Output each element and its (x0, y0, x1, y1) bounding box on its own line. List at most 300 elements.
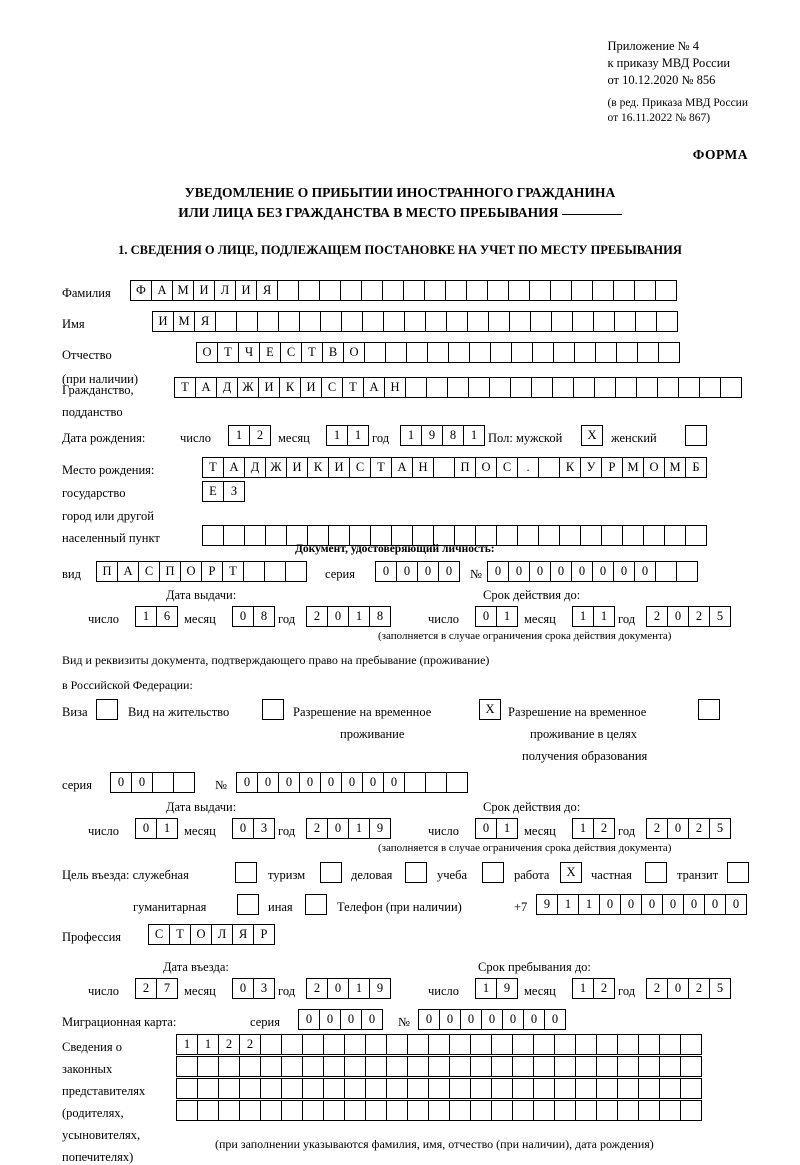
cell[interactable] (531, 377, 553, 398)
cell[interactable] (319, 280, 341, 301)
cell[interactable] (278, 311, 300, 332)
cell[interactable] (596, 1034, 618, 1055)
checkbox-temp-residence[interactable]: X (479, 699, 501, 720)
cell[interactable] (634, 280, 656, 301)
cell[interactable]: 0 (502, 1009, 524, 1030)
checkbox-purpose-service[interactable] (235, 862, 257, 883)
cell[interactable]: 0 (571, 561, 593, 582)
field-birth-day[interactable] (228, 425, 271, 446)
cell[interactable] (659, 1078, 681, 1099)
cell[interactable] (509, 311, 531, 332)
cell[interactable] (470, 1034, 492, 1055)
cell[interactable] (551, 311, 573, 332)
cell[interactable]: 0 (460, 1009, 482, 1030)
cell[interactable]: 2 (218, 1034, 240, 1055)
cell[interactable]: Я (256, 280, 278, 301)
field-permit-issue-day[interactable] (135, 818, 178, 839)
field-profession[interactable] (148, 924, 275, 945)
cell[interactable]: Т (169, 924, 191, 945)
cell[interactable] (614, 311, 636, 332)
cell[interactable]: 1 (348, 818, 370, 839)
field-doc-kind[interactable] (96, 561, 307, 582)
field-permit-issue-month[interactable] (232, 818, 275, 839)
cell[interactable]: 2 (239, 1034, 261, 1055)
cell[interactable]: 7 (156, 978, 178, 999)
field-citizenship[interactable] (174, 377, 742, 398)
cell[interactable]: 1 (578, 894, 600, 915)
cell[interactable]: 1 (572, 978, 594, 999)
cell[interactable]: 3 (253, 978, 275, 999)
cell[interactable] (407, 1078, 429, 1099)
cell[interactable]: 1 (197, 1034, 219, 1055)
field-permit-series[interactable] (110, 772, 195, 793)
cell[interactable] (517, 525, 539, 546)
cell[interactable]: Р (201, 561, 223, 582)
cell[interactable] (323, 1034, 345, 1055)
checkbox-purpose-private[interactable] (645, 862, 667, 883)
cell[interactable] (407, 1056, 429, 1077)
cell[interactable] (680, 1100, 702, 1121)
cell[interactable]: К (307, 457, 329, 478)
cell[interactable] (449, 1056, 471, 1077)
cell[interactable] (257, 311, 279, 332)
cell[interactable]: 6 (156, 606, 178, 627)
cell[interactable] (594, 377, 616, 398)
field-permit-valid-day[interactable] (475, 818, 518, 839)
cell[interactable] (658, 342, 680, 363)
cell[interactable] (659, 1034, 681, 1055)
cell[interactable]: 0 (529, 561, 551, 582)
cell[interactable] (470, 1078, 492, 1099)
cell[interactable] (281, 1056, 303, 1077)
cell[interactable]: 2 (688, 978, 710, 999)
cell[interactable]: 2 (688, 606, 710, 627)
cell[interactable] (533, 1056, 555, 1077)
cell[interactable]: 0 (340, 1009, 362, 1030)
cell[interactable] (659, 1100, 681, 1121)
cell[interactable]: 2 (593, 978, 615, 999)
cell[interactable] (533, 1100, 555, 1121)
cell[interactable]: 0 (599, 894, 621, 915)
cell[interactable] (176, 1056, 198, 1077)
field-entry-day[interactable] (135, 978, 178, 999)
cell[interactable]: Я (232, 924, 254, 945)
cell[interactable] (365, 1056, 387, 1077)
cell[interactable] (532, 342, 554, 363)
cell[interactable] (281, 1034, 303, 1055)
cell[interactable] (617, 1056, 639, 1077)
cell[interactable]: С (148, 924, 170, 945)
cell[interactable] (362, 311, 384, 332)
cell[interactable]: 0 (135, 818, 157, 839)
cell[interactable]: О (475, 457, 497, 478)
cell[interactable]: Н (412, 457, 434, 478)
cell[interactable] (678, 377, 700, 398)
cell[interactable]: 0 (418, 1009, 440, 1030)
cell[interactable]: 1 (557, 894, 579, 915)
cell[interactable]: И (300, 377, 322, 398)
cell[interactable]: 0 (544, 1009, 566, 1030)
cell[interactable]: 1 (496, 818, 518, 839)
cell[interactable]: 9 (369, 818, 391, 839)
cell[interactable]: М (622, 457, 644, 478)
cell[interactable]: 1 (475, 978, 497, 999)
cell[interactable]: К (559, 457, 581, 478)
cell[interactable] (637, 342, 659, 363)
cell[interactable]: 5 (709, 818, 731, 839)
cell[interactable] (575, 1078, 597, 1099)
checkbox-residence-permit[interactable] (262, 699, 284, 720)
cell[interactable] (344, 1100, 366, 1121)
cell[interactable] (197, 1100, 219, 1121)
checkbox-visa[interactable] (96, 699, 118, 720)
cell[interactable]: 0 (396, 561, 418, 582)
cell[interactable] (470, 1056, 492, 1077)
cell[interactable]: Т (301, 342, 323, 363)
cell[interactable]: И (152, 311, 174, 332)
cell[interactable] (260, 1078, 282, 1099)
cell[interactable] (236, 311, 258, 332)
field-permit-valid-month[interactable] (572, 818, 615, 839)
cell[interactable]: О (180, 561, 202, 582)
cell[interactable]: 1 (572, 606, 594, 627)
cell[interactable]: Л (214, 280, 236, 301)
cell[interactable] (720, 377, 742, 398)
cell[interactable]: И (258, 377, 280, 398)
field-stay-month[interactable] (572, 978, 615, 999)
cell[interactable] (533, 1078, 555, 1099)
cell[interactable] (643, 525, 665, 546)
field-entry-year[interactable] (306, 978, 391, 999)
cell[interactable] (361, 280, 383, 301)
cell[interactable]: 1 (463, 425, 485, 446)
field-migration-number[interactable] (418, 1009, 566, 1030)
cell[interactable] (428, 1056, 450, 1077)
cell[interactable]: М (173, 311, 195, 332)
cell[interactable]: 0 (131, 772, 153, 793)
cell[interactable] (554, 1056, 576, 1077)
cell[interactable]: 0 (683, 894, 705, 915)
field-entry-month[interactable] (232, 978, 275, 999)
field-doc-valid-day[interactable] (475, 606, 518, 627)
cell[interactable] (173, 772, 195, 793)
cell[interactable]: Ж (265, 457, 287, 478)
cell[interactable] (427, 342, 449, 363)
cell[interactable] (636, 377, 658, 398)
cell[interactable]: 1 (496, 606, 518, 627)
cell[interactable]: 0 (362, 772, 384, 793)
cell[interactable]: 0 (508, 561, 530, 582)
cell[interactable] (365, 1034, 387, 1055)
cell[interactable]: О (190, 924, 212, 945)
checkbox-purpose-other[interactable] (305, 894, 327, 915)
field-legal-rep-line-2[interactable] (176, 1056, 702, 1077)
cell[interactable]: 0 (327, 978, 349, 999)
cell[interactable] (655, 561, 677, 582)
cell[interactable] (574, 342, 596, 363)
cell[interactable] (386, 1078, 408, 1099)
cell[interactable] (530, 311, 552, 332)
cell[interactable] (685, 525, 707, 546)
cell[interactable]: А (223, 457, 245, 478)
cell[interactable]: 1 (572, 818, 594, 839)
field-phone[interactable] (536, 894, 747, 915)
cell[interactable] (491, 1100, 513, 1121)
cell[interactable] (467, 311, 489, 332)
cell[interactable]: 9 (369, 978, 391, 999)
cell[interactable] (580, 525, 602, 546)
cell[interactable] (680, 1078, 702, 1099)
cell[interactable]: 0 (592, 561, 614, 582)
cell[interactable]: 9 (496, 978, 518, 999)
field-doc-valid-year[interactable] (646, 606, 731, 627)
cell[interactable]: 0 (327, 818, 349, 839)
field-doc-issue-day[interactable] (135, 606, 178, 627)
cell[interactable] (491, 1056, 513, 1077)
cell[interactable]: 8 (442, 425, 464, 446)
cell[interactable] (490, 342, 512, 363)
cell[interactable]: М (172, 280, 194, 301)
cell[interactable] (617, 1034, 639, 1055)
cell[interactable]: А (391, 457, 413, 478)
cell[interactable] (489, 377, 511, 398)
field-patronymic[interactable] (196, 342, 680, 363)
cell[interactable]: А (195, 377, 217, 398)
cell[interactable] (596, 1056, 618, 1077)
cell[interactable] (446, 311, 468, 332)
cell[interactable]: И (286, 457, 308, 478)
cell[interactable] (302, 1100, 324, 1121)
cell[interactable] (260, 1056, 282, 1077)
cell[interactable]: 0 (667, 818, 689, 839)
cell[interactable] (554, 1034, 576, 1055)
cell[interactable]: К (279, 377, 301, 398)
cell[interactable]: Т (202, 457, 224, 478)
cell[interactable] (404, 772, 426, 793)
cell[interactable] (699, 377, 721, 398)
cell[interactable]: 8 (369, 606, 391, 627)
cell[interactable] (592, 280, 614, 301)
cell[interactable] (622, 525, 644, 546)
cell[interactable] (302, 1056, 324, 1077)
checkbox-purpose-business[interactable] (405, 862, 427, 883)
cell[interactable]: 2 (646, 606, 668, 627)
cell[interactable]: 0 (278, 772, 300, 793)
cell[interactable] (510, 377, 532, 398)
cell[interactable]: 0 (232, 606, 254, 627)
cell[interactable]: И (193, 280, 215, 301)
cell[interactable] (615, 377, 637, 398)
cell[interactable]: Е (259, 342, 281, 363)
cell[interactable]: 0 (341, 772, 363, 793)
cell[interactable]: 0 (110, 772, 132, 793)
cell[interactable] (239, 1078, 261, 1099)
cell[interactable]: 2 (306, 978, 328, 999)
cell[interactable] (197, 1056, 219, 1077)
cell[interactable] (386, 1034, 408, 1055)
cell[interactable] (405, 377, 427, 398)
cell[interactable] (383, 311, 405, 332)
cell[interactable]: Т (370, 457, 392, 478)
cell[interactable] (575, 1034, 597, 1055)
cell[interactable]: 8 (253, 606, 275, 627)
cell[interactable] (239, 1056, 261, 1077)
cell[interactable] (613, 280, 635, 301)
cell[interactable] (446, 772, 468, 793)
cell[interactable]: Р (601, 457, 623, 478)
cell[interactable]: 0 (667, 606, 689, 627)
cell[interactable] (365, 1100, 387, 1121)
cell[interactable] (323, 1100, 345, 1121)
cell[interactable]: 2 (688, 818, 710, 839)
checkbox-purpose-tourism[interactable] (320, 862, 342, 883)
cell[interactable]: 1 (156, 818, 178, 839)
cell[interactable] (323, 1078, 345, 1099)
checkbox-purpose-work[interactable]: X (560, 862, 582, 883)
cell[interactable]: Д (244, 457, 266, 478)
cell[interactable] (197, 1078, 219, 1099)
cell[interactable]: Р (253, 924, 275, 945)
cell[interactable]: У (580, 457, 602, 478)
cell[interactable] (426, 377, 448, 398)
cell[interactable] (447, 377, 469, 398)
cell[interactable]: Л (211, 924, 233, 945)
cell[interactable] (488, 311, 510, 332)
cell[interactable] (223, 525, 245, 546)
checkbox-edu-residence[interactable] (698, 699, 720, 720)
cell[interactable] (575, 1056, 597, 1077)
cell[interactable] (638, 1078, 660, 1099)
cell[interactable] (385, 342, 407, 363)
cell[interactable] (538, 457, 560, 478)
cell[interactable]: 0 (320, 772, 342, 793)
cell[interactable]: Т (217, 342, 239, 363)
cell[interactable] (552, 377, 574, 398)
field-permit-issue-year[interactable] (306, 818, 391, 839)
cell[interactable] (559, 525, 581, 546)
cell[interactable] (424, 280, 446, 301)
cell[interactable] (281, 1100, 303, 1121)
cell[interactable] (425, 772, 447, 793)
cell[interactable]: 1 (176, 1034, 198, 1055)
cell[interactable] (617, 1078, 639, 1099)
cell[interactable] (469, 342, 491, 363)
cell[interactable]: 0 (613, 561, 635, 582)
cell[interactable]: Т (342, 377, 364, 398)
cell[interactable] (243, 561, 265, 582)
cell[interactable] (218, 1100, 240, 1121)
cell[interactable]: 0 (704, 894, 726, 915)
cell[interactable] (593, 311, 615, 332)
field-doc-number[interactable] (487, 561, 698, 582)
cell[interactable] (428, 1100, 450, 1121)
cell[interactable] (448, 342, 470, 363)
cell[interactable]: 0 (327, 606, 349, 627)
cell[interactable]: 0 (417, 561, 439, 582)
cell[interactable]: 1 (400, 425, 422, 446)
field-doc-series[interactable] (375, 561, 460, 582)
cell[interactable]: 9 (536, 894, 558, 915)
cell[interactable] (449, 1100, 471, 1121)
cell[interactable]: 0 (487, 561, 509, 582)
cell[interactable] (573, 377, 595, 398)
cell[interactable] (538, 525, 560, 546)
cell[interactable]: Т (174, 377, 196, 398)
cell[interactable]: Ж (237, 377, 259, 398)
cell[interactable] (491, 1078, 513, 1099)
field-birth-month[interactable] (326, 425, 369, 446)
cell[interactable]: О (343, 342, 365, 363)
cell[interactable]: С (321, 377, 343, 398)
cell[interactable] (529, 280, 551, 301)
cell[interactable] (638, 1100, 660, 1121)
cell[interactable]: 0 (523, 1009, 545, 1030)
cell[interactable] (152, 772, 174, 793)
cell[interactable]: Я (194, 311, 216, 332)
cell[interactable]: 0 (361, 1009, 383, 1030)
cell[interactable]: 0 (257, 772, 279, 793)
cell[interactable]: 1 (348, 606, 370, 627)
cell[interactable] (265, 525, 287, 546)
cell[interactable] (302, 1034, 324, 1055)
cell[interactable]: 0 (475, 818, 497, 839)
cell[interactable]: 1 (347, 425, 369, 446)
cell[interactable] (635, 311, 657, 332)
cell[interactable]: 0 (634, 561, 656, 582)
cell[interactable] (657, 377, 679, 398)
cell[interactable] (428, 1034, 450, 1055)
cell[interactable] (575, 1100, 597, 1121)
field-birth-place-line-2[interactable] (202, 481, 245, 502)
cell[interactable] (571, 280, 593, 301)
cell[interactable]: Е (202, 481, 224, 502)
cell[interactable]: 9 (421, 425, 443, 446)
cell[interactable]: 1 (348, 978, 370, 999)
cell[interactable] (428, 1078, 450, 1099)
field-doc-issue-month[interactable] (232, 606, 275, 627)
cell[interactable]: 2 (646, 818, 668, 839)
field-stay-year[interactable] (646, 978, 731, 999)
cell[interactable] (365, 1078, 387, 1099)
field-permit-number[interactable] (236, 772, 468, 793)
cell[interactable]: А (363, 377, 385, 398)
cell[interactable] (285, 561, 307, 582)
cell[interactable]: 0 (725, 894, 747, 915)
cell[interactable]: С (280, 342, 302, 363)
checkbox-sex-female[interactable] (685, 425, 707, 446)
checkbox-sex-male[interactable]: X (581, 425, 603, 446)
cell[interactable] (512, 1078, 534, 1099)
cell[interactable]: Т (222, 561, 244, 582)
cell[interactable]: 2 (249, 425, 271, 446)
cell[interactable]: 1 (228, 425, 250, 446)
cell[interactable] (264, 561, 286, 582)
cell[interactable] (449, 1078, 471, 1099)
cell[interactable]: З (223, 481, 245, 502)
checkbox-purpose-transit[interactable] (727, 862, 749, 883)
cell[interactable] (676, 561, 698, 582)
cell[interactable] (202, 525, 224, 546)
cell[interactable] (281, 1078, 303, 1099)
cell[interactable] (512, 1034, 534, 1055)
cell[interactable]: 0 (298, 1009, 320, 1030)
cell[interactable] (277, 280, 299, 301)
cell[interactable] (176, 1100, 198, 1121)
cell[interactable] (298, 280, 320, 301)
cell[interactable]: И (235, 280, 257, 301)
cell[interactable]: 2 (306, 606, 328, 627)
cell[interactable] (176, 1078, 198, 1099)
